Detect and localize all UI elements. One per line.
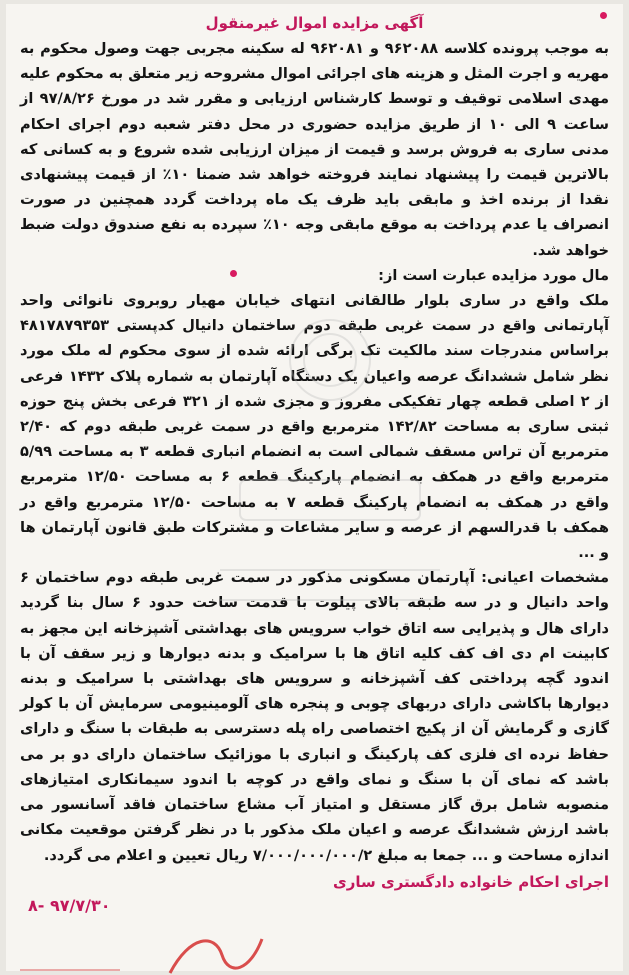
red-dot-top-icon [600, 12, 607, 19]
notice-title: آگهی مزایده اموال غیرمنقول [205, 14, 424, 32]
building-specs-paragraph: مشخصات اعیانی: آپارتمان مسکونی مذکور در سمت غربی طبقه دوم ساختمان ۶ واحد دانیال و در سه طبقه بالای پیلوت با قدمت ساخت حدود ۶ سال بنا گردید دارای هال و پذیرایی سه اتاق خواب سرویس های بهداشتی آشپزخانه این مجهز به کابینت ام دی اف کف کلیه اتاق ها با سرامیک و بدنه دیوارها و زیر سقف آن با اندود گچه پرداختی کف آشپزخانه و سرویس های بهداشتی با سرامیک و بدنه دیوارها باکاشی دارای دربهای چوبی و پنجره های آلومینیومی سرمایش آن با کولر گازی و گرمایش آن از پکیج اختصاصی راه پله دسترسی به طبقات با سنگ و دارای حفاظ نرده ای فلزی کف پارکینگ و انباری با موزائیک ساختمان دارای دو بر می باشد که نمای آن با سنگ و نمای واقع در کوچه با اندود سیمانکاری امتیازهای منصوبه شامل برق گاز مستقل و امتیاز آب مشاع ساختمان فاقد آسانسور می باشد ارزش ششدانگ عرصه و اعیان ملک مذکور با در نظر گرفتن موقعیت مکانی اندازه مساحت و ... جمعا به مبلغ ۷/۰۰۰/۰۰۰/۰۰۰/۲ ریال تعیین و اعلام می گردد. [20, 569, 609, 864]
notice-page [6, 4, 623, 971]
issue-reference: ۸- ۹۷/۷/۳۰ [28, 895, 111, 915]
notice-intro-paragraph: به موجب پرونده کلاسه ۹۶۲۰۸۸ و ۹۶۲۰۸۱ له سکینه مجربی جهت وصول محکوم به مهریه و اجرت المثل و هزینه های اجرائی اموال مشروحه زیر متعلق به محکوم علیه مهدی اسلامی توقیف و توسط کارشناس ارزیابی و مقرر شد در مورخ ۹۷/۸/۲۶ از ساعت ۹ الی ۱۰ از طریق مزایده حضوری در محل دفتر شعبه دوم اجرای احکام مدنی ساری به فروش برسد و قیمت از میزان ارزیابی شده شروع و به کسانی که بالاترین قیمت را پیشنهاد نمایند فروخته خواهد شد ضمنا ۱۰٪ از قیمت پیشنهادی نقدا از برنده اخذ و مابقی باید ظرف یک ماه پرداخت گردد همچنین در صورت انصراف یا عدم پرداخت به موقع مابقی وجه ۱۰٪ سپرده به نفع صندوق دولت ضبط خواهد شد. [20, 40, 609, 259]
property-description-paragraph: ملک واقع در ساری بلوار طالقانی انتهای خیابان مهیار روبروی نانوائی واحد آپارتمانی واقع در سمت غربی طبقه دوم ساختمان دانیال کدپستی ۴۸۱۷۸۷۹۳۵۳ براساس مندرجات سند مالکیت تک برگی ارائه شده از سوی محکوم له ملک مورد نظر شامل ششدانگ عرصه واعیان یک دستگاه آپارتمان به شماره پلاک ۱۴۳۲ فرعی از ۲ اصلی قطعه چهار تفکیکی مفروز و مجزی شده از ۳۲۱ فرعی بخش پنج حوزه ثبتی ساری به مساحت ۱۴۲/۸۲ مترمربع واقع در سمت غربی طبقه دوم که ۲/۴۰ مترمربع آن تراس مسقف شمالی است به انضمام انباری قطعه ۳ به مساحت ۵/۹۹ مترمربع واقع در همکف به انضمام پارکینگ قطعه ۶ به مساحت ۱۲/۵۰ مترمربع واقع در همکف به انضمام پارکینگ قطعه ۷ به مساحت ۱۲/۵۰ مترمربع واقع در همکف با قدرالسهم از عرصه و سایر مشاعات و مشترکات طبق قانون آپارتمان ها و ... [20, 292, 610, 562]
red-dot-middle-icon [230, 270, 237, 277]
issuer-name: اجرای احکام خانواده دادگستری ساری [332, 872, 609, 891]
subject-heading: مال مورد مزایده عبارت است از: [378, 266, 609, 284]
